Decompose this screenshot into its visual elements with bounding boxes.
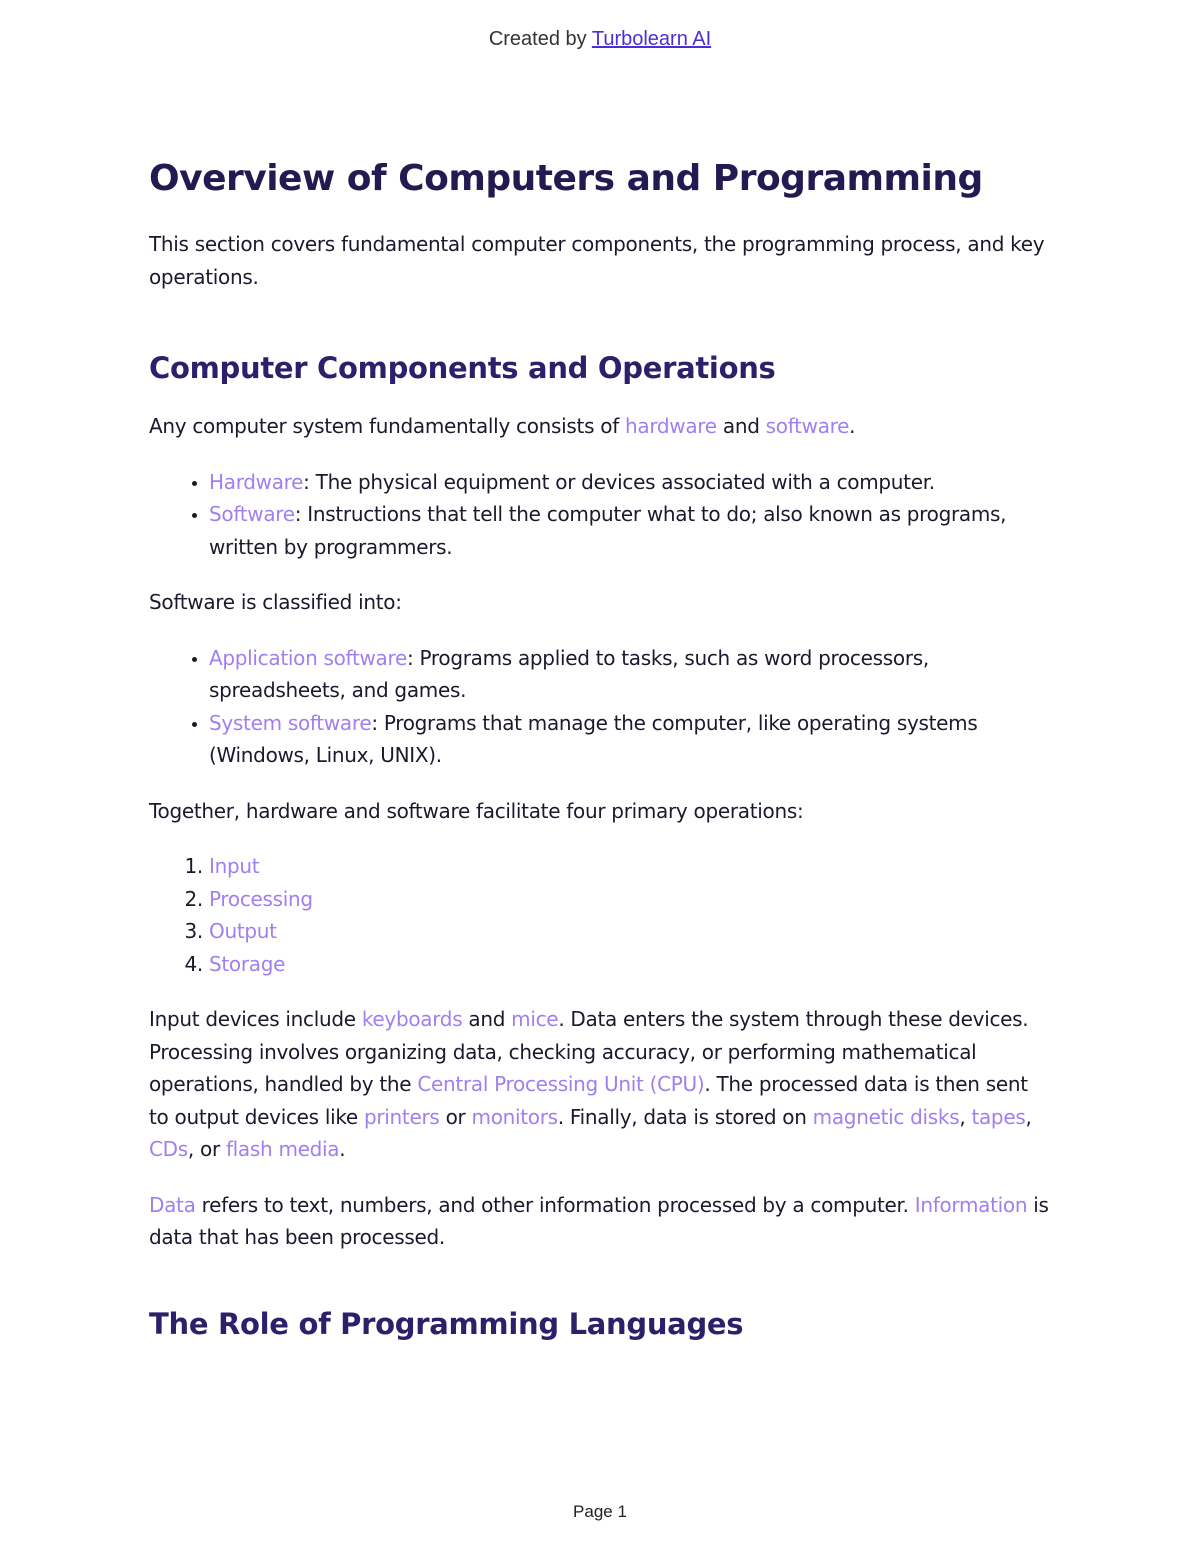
term-hardware: hardware (625, 414, 717, 438)
header-prefix: Created by (488, 28, 592, 50)
page-header (0, 28, 1200, 51)
page-title: Overview of Computers and Programming (149, 158, 983, 199)
data-definition-paragraph: Data refers to text, numbers, and other information processed by a computer. Information is data that has been processed. (149, 1192, 1049, 1249)
software-types-list (149, 642, 1049, 772)
list-item: • Software: Instructions that tell the computer what to do; also known as programs, written by programmers. (209, 498, 1049, 563)
term-label: System software (209, 710, 372, 735)
term-software: software (765, 414, 850, 438)
list-item: 1. Input (209, 850, 1049, 883)
list-item: 3. Output (209, 915, 1049, 948)
document-body (149, 150, 1049, 1344)
software-classified-paragraph: Software is classified into: (149, 590, 402, 614)
page-number: Page 1 (573, 1502, 627, 1521)
operations-list (149, 850, 1049, 980)
section-heading-components: Computer Components and Operations (149, 351, 776, 385)
list-item: • System software: Programs that manage the computer, like operating systems (Windows, Linux, UNIX). (209, 707, 1049, 772)
term-label: Application software (209, 645, 407, 670)
components-list (149, 466, 1049, 564)
list-item: 2. Processing (209, 883, 1049, 916)
term-label: Software (209, 502, 295, 526)
list-item: 4. Storage (209, 948, 1049, 981)
term-label: Hardware (209, 469, 304, 494)
devices-paragraph: Input devices include keyboards and mice. Data enters the system through these devices. Processing involves organizing data, checking accuracy, or performing mathematical operations, handled by the Central Processing Unit (CPU). The processed data is then sent to output devices like printers or monitors. Finally, data is stored on magnetic disks, tapes, CDs, or flash media. (149, 1007, 1032, 1161)
intro-paragraph: This section covers fundamental computer components, the programming process, and key operations. (149, 232, 1045, 289)
components-paragraph: Any computer system fundamentally consists of hardware and software. (149, 414, 856, 438)
section-heading-languages: The Role of Programming Languages (149, 1306, 744, 1341)
list-item: • Hardware: The physical equipment or devices associated with a computer. (209, 466, 1049, 499)
list-item: • Application software: Programs applied to tasks, such as word processors, spreadsheets, and games. (209, 642, 1049, 707)
brand-link[interactable]: Turbolearn AI (591, 28, 712, 50)
operations-intro-paragraph: Together, hardware and software facilitate four primary operations: (149, 798, 804, 823)
